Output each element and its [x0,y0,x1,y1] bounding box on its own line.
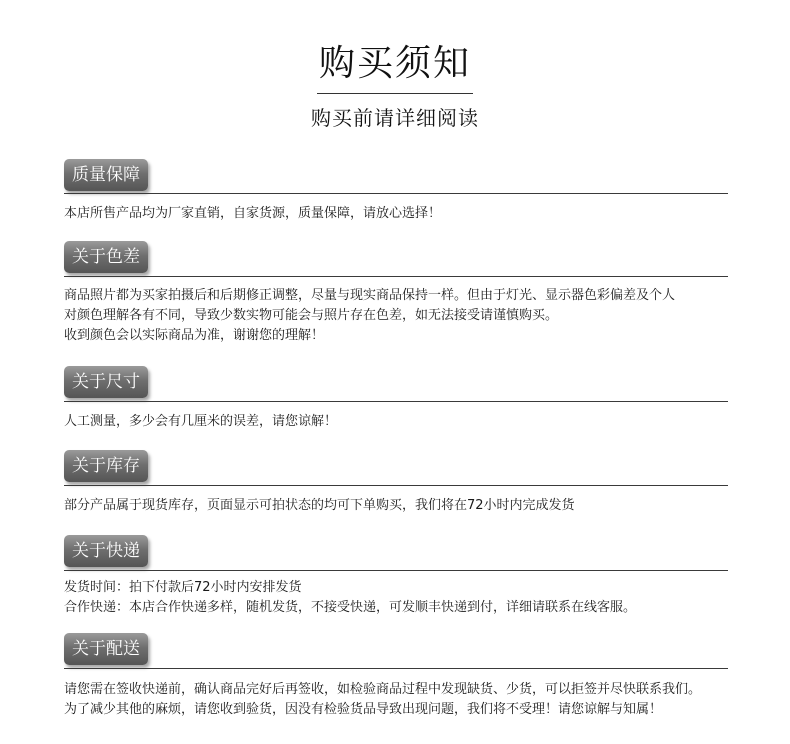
body-line: 为了减少其他的麻烦，请您收到验货，因没有检验货品导致出现问题，我们将不受理！请您谅解与知属！ [64,702,663,717]
title-underline [317,93,473,94]
body-line: 对颜色理解各有不同，导致少数实物可能会与照片存在色差，如无法接受请谨慎购买。 [64,308,559,323]
section-body-size [64,412,764,432]
section-body-quality [64,204,764,224]
body-line: 部分产品属于现货库存，页面显示可拍状态的均可下单购买，我们将在72小时内完成发货 [64,498,575,513]
body-line: 商品照片都为买家拍摄后和后期修正调整，尽量与现实商品保持一样。但由于灯光、显示器色彩偏差及个人 [64,288,676,303]
section-body-stock [64,496,764,516]
page-subtitle: 购买前请详细阅读 [311,106,479,130]
section-divider [64,485,728,486]
section-tag-shipping: 关于快递 [64,535,148,567]
section-tag-delivery: 关于配送 [64,633,148,665]
section-body-shipping [64,578,764,618]
section-tag-color: 关于色差 [64,241,148,273]
section-tag-quality: 质量保障 [64,159,148,191]
body-line: 人工测量，多少会有几厘米的误差，请您谅解！ [64,414,338,429]
body-line: 发货时间：拍下付款后72小时内安排发货 [64,580,302,595]
section-divider [64,668,728,669]
page-title: 购买须知 [318,43,471,84]
body-line: 收到颜色会以实际商品为准，谢谢您的理解！ [64,328,325,343]
section-divider [64,193,728,194]
section-tag-size: 关于尺寸 [64,366,148,398]
body-line: 本店所售产品均为厂家直销，自家货源，质量保障，请放心选择！ [64,206,442,221]
section-divider [64,570,728,571]
section-tag-stock: 关于库存 [64,450,148,482]
section-body-color [64,286,764,346]
body-line: 合作快递：本店合作快递多样，随机发货，不接受快递，可发顺丰快递到付，详细请联系在线客服。 [64,600,637,615]
body-line: 请您需在签收快递前，确认商品完好后再签收，如检验商品过程中发现缺货、少货，可以拒签并尽快联系我们。 [64,682,702,697]
section-divider [64,276,728,277]
section-divider [64,401,728,402]
section-body-delivery [64,680,764,720]
